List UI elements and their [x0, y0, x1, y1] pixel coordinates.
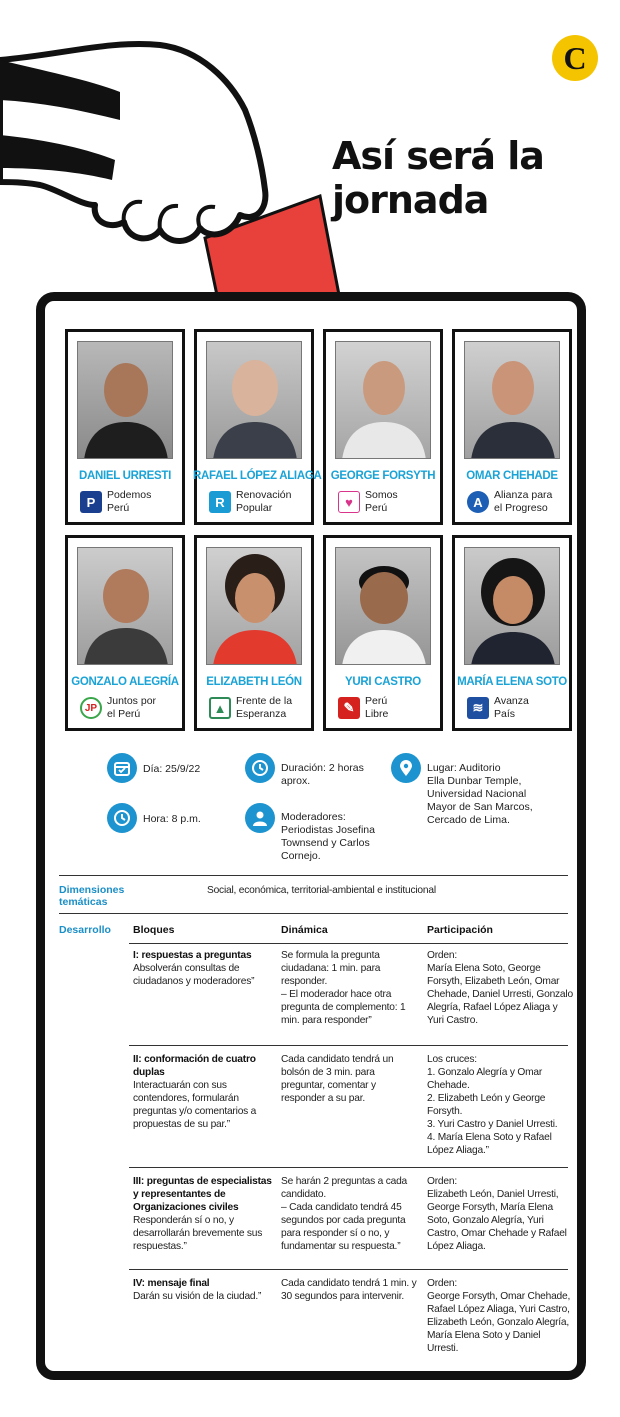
candidate-name: DANIEL URRESTI — [78, 470, 172, 482]
party-name: Perú Libre — [365, 695, 389, 720]
col-header-participacion: Participación — [427, 924, 493, 936]
table-row-participacion: Los cruces: 1. Gonzalo Alegría y Omar Chehade. 2. Elizabeth León y George Forsyth. 3. Yuri Castro y Daniel Urresti. 4. María Elena Soto y Rafael López Aliaga.” — [427, 1054, 558, 1156]
divider — [129, 943, 568, 944]
party-name: Juntos por el Perú — [107, 695, 157, 720]
party-name: Frente de la Esperanza — [236, 695, 293, 720]
party-info — [209, 485, 307, 519]
logo-letter: C — [563, 40, 587, 76]
candidate-name: GONZALO ALEGRÍA — [71, 676, 179, 688]
candidate-card — [323, 535, 443, 731]
candidate-name: RAFAEL LÓPEZ ALIAGA — [193, 470, 322, 482]
portrait-icon — [78, 548, 173, 665]
candidate-name: MARÍA ELENA SOTO — [457, 676, 567, 688]
ballot-box-panel — [36, 292, 586, 1380]
party-logo-icon: A — [467, 491, 489, 513]
info-lugar: Lugar: Auditorio Ella Dunbar Temple, Universidad Nacional Mayor de San Marcos, Cercado de Lima. — [427, 762, 533, 826]
portrait-icon — [78, 342, 173, 459]
table-row-dinamica: Se harán 2 preguntas a cada candidato. – Cada candidato tendrá 45 segundos por cada pregunta para responder sí o no, y fundamentar su respuesta.” — [281, 1176, 408, 1252]
candidate-photo — [335, 547, 431, 665]
candidate-card — [452, 535, 572, 731]
table-row-bloque: III: preguntas de especialistas y representantes de Organizaciones civiles Responderán sí o no, y desarrollarán brevemente sus respuestas.” — [133, 1176, 272, 1252]
divider — [129, 1167, 568, 1168]
portrait-icon — [465, 342, 560, 459]
candidate-photo — [77, 341, 173, 459]
table-row-bloque: II: conformación de cuatro duplas Interactuarán con sus contendores, formularán preguntas y/o comentarios a propuestas de su par.” — [133, 1054, 257, 1130]
table-row-dinamica: Cada candidato tendrá 1 min. y 30 segundos para intervenir. — [281, 1278, 417, 1302]
dimensiones-label: Dimensiones temáticas — [59, 884, 125, 908]
table-row-participacion: Orden: Elizabeth León, Daniel Urresti, George Forsyth, María Elena Soto, Gonzalo Alegría, Yuri Castro, Omar Chehade y Rafael López Aliaga. — [427, 1176, 567, 1252]
divider — [59, 875, 568, 876]
party-name: Alianza para el Progreso — [494, 489, 553, 514]
table-row-participacion: Orden: George Forsyth, Omar Chehade, Rafael López Aliaga, Yuri Castro, Elizabeth León, Gonzalo Alegría, María Elena Soto y Daniel Urresti. — [427, 1278, 571, 1354]
party-name: Avanza País — [494, 695, 529, 720]
party-logo-icon: R — [209, 491, 231, 513]
candidate-photo — [206, 341, 302, 459]
info-dia: Día: 25/9/22 — [143, 763, 201, 775]
party-info — [209, 691, 307, 725]
party-logo-icon: ✎ — [338, 697, 360, 719]
candidate-name: ELIZABETH LEÓN — [206, 676, 302, 688]
candidate-photo — [464, 547, 560, 665]
candidate-photo — [464, 341, 560, 459]
candidate-name: GEORGE FORSYTH — [330, 470, 436, 482]
divider — [129, 1269, 568, 1270]
candidate-name: OMAR CHEHADE — [466, 470, 558, 482]
candidate-photo — [206, 547, 302, 665]
col-header-bloques: Bloques — [133, 924, 175, 936]
candidate-card — [323, 329, 443, 525]
party-logo-icon: ♥ — [338, 491, 360, 513]
table-row-bloque: I: respuestas a preguntas Absolverán consultas de ciudadanos y moderadores” — [133, 950, 255, 987]
duration-clock-icon — [245, 753, 275, 783]
candidate-card — [65, 535, 185, 731]
el-comercio-logo — [552, 35, 598, 81]
candidate-card — [193, 329, 322, 525]
candidate-name: YURI CASTRO — [345, 676, 421, 688]
party-info — [467, 485, 565, 519]
table-row-dinamica: Cada candidato tendrá un bolsón de 3 min. para preguntar, comentar y responder a su par. — [281, 1054, 394, 1104]
candidate-card — [194, 535, 314, 731]
portrait-icon — [207, 342, 302, 459]
party-logo-icon: ≋ — [467, 697, 489, 719]
party-logo-icon: JP — [80, 697, 102, 719]
party-logo-icon: ▲ — [209, 697, 231, 719]
location-pin-icon — [391, 753, 421, 783]
portrait-icon — [465, 548, 560, 665]
party-info — [467, 691, 565, 725]
clock-icon — [107, 803, 137, 833]
hero-illustration — [0, 0, 620, 300]
divider — [129, 1045, 568, 1046]
party-name: Podemos Perú — [107, 489, 152, 514]
candidate-card — [65, 329, 185, 525]
dimensiones-value: Social, económica, territorial-ambiental e institucional — [207, 885, 436, 896]
info-moderadores: Moderadores: Periodistas Josefina Townsend y Carlos Cornejo. — [281, 811, 375, 862]
info-hora: Hora: 8 p.m. — [143, 813, 201, 825]
calendar-icon — [107, 753, 137, 783]
info-duracion: Duración: 2 horas aprox. — [281, 762, 364, 787]
divider — [59, 913, 568, 914]
portrait-icon — [336, 342, 431, 459]
table-row-dinamica: Se formula la pregunta ciudadana: 1 min. para responder. – El moderador hace otra pregunta de complemento: 1 min. para responder” — [281, 950, 406, 1026]
party-logo-icon: P — [80, 491, 102, 513]
party-name: Somos Perú — [365, 489, 398, 514]
candidate-photo — [77, 547, 173, 665]
portrait-icon — [336, 548, 431, 665]
table-row-participacion: Orden: María Elena Soto, George Forsyth, Elizabeth León, Omar Chehade, Daniel Urresti, Gonzalo Alegría, Rafael López Aliaga y Yuri Castro. — [427, 950, 573, 1026]
page-title: Así será la jornada — [332, 134, 544, 222]
desarrollo-label: Desarrollo — [59, 924, 111, 936]
party-info — [338, 691, 436, 725]
person-icon — [245, 803, 275, 833]
party-info — [80, 485, 178, 519]
portrait-icon — [207, 548, 302, 665]
party-info — [338, 485, 436, 519]
table-row-bloque: IV: mensaje final Darán su visión de la ciudad.” — [133, 1278, 262, 1302]
party-info — [80, 691, 178, 725]
candidate-photo — [335, 341, 431, 459]
candidate-card — [452, 329, 572, 525]
party-name: Renovación Popular — [236, 489, 292, 514]
col-header-dinamica: Dinámica — [281, 924, 328, 936]
